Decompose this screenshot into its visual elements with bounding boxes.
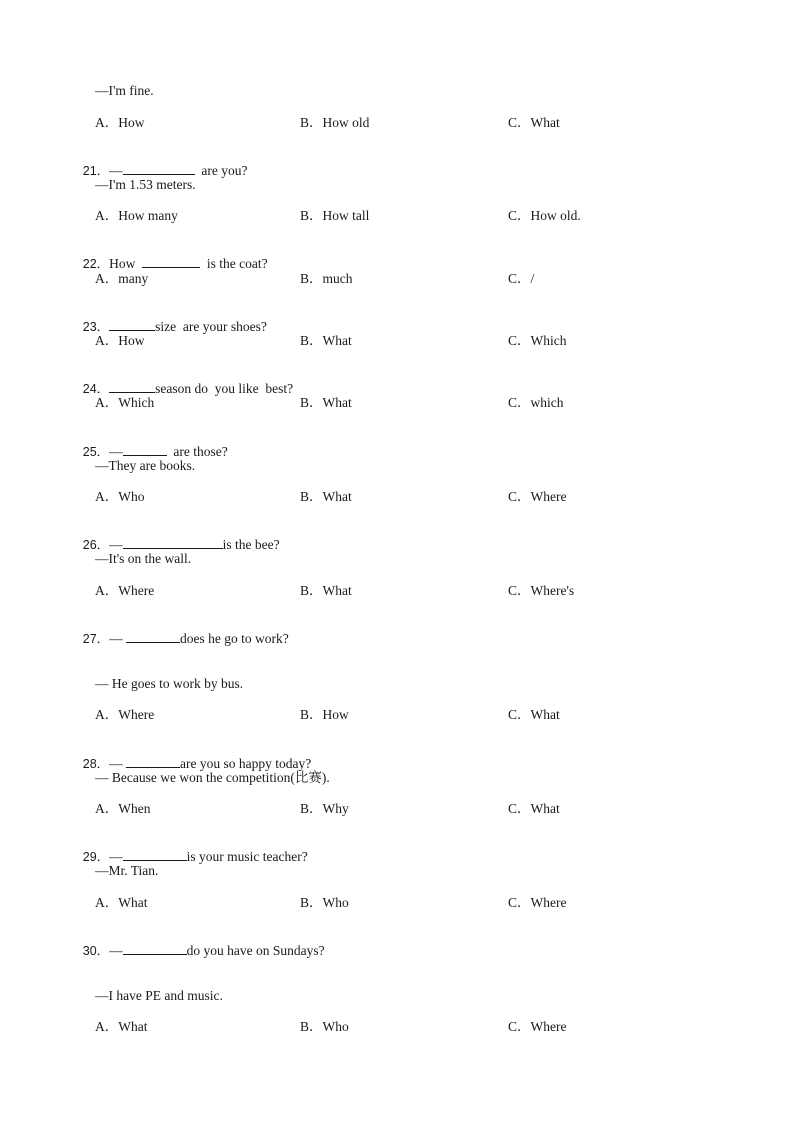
question-25 (76, 427, 228, 460)
answer-blank[interactable] (123, 536, 223, 549)
question-number: 26． (82, 538, 110, 552)
answer-line: —I have PE and music. (95, 988, 223, 1003)
option-b[interactable]: B．What (300, 583, 352, 598)
option-c[interactable]: C．Where's (508, 583, 575, 598)
question-prefix: — (109, 943, 123, 958)
question-text: does he go to work? (180, 631, 289, 646)
question-number: 30． (82, 944, 110, 958)
answer-line: —I'm 1.53 meters. (95, 177, 196, 192)
answer-blank[interactable] (126, 630, 180, 643)
option-b[interactable]: B．Who (300, 1019, 349, 1034)
option-c[interactable]: C．How old. (508, 208, 581, 223)
option-b[interactable]: B．What (300, 333, 352, 348)
answer-line: — Because we won the competition(比赛). (95, 770, 330, 785)
answer-line: —Mr. Tian. (95, 863, 159, 878)
option-c[interactable]: C．which (508, 395, 564, 410)
question-prefix: — (109, 849, 123, 864)
question-text: are you? (194, 163, 248, 178)
question-prefix: — (109, 444, 123, 459)
answer-line: —They are books. (95, 458, 196, 473)
option-a[interactable]: A．Where (95, 583, 155, 598)
option-c[interactable]: C．Where (508, 489, 567, 504)
option-a[interactable]: A．How (95, 333, 145, 348)
answer-line: —I'm fine. (95, 83, 154, 98)
question-prefix: How (109, 256, 143, 271)
option-a[interactable]: A．How (95, 115, 145, 130)
option-a[interactable]: A．What (95, 895, 148, 910)
question-number: 29． (82, 850, 110, 864)
question-30 (76, 926, 325, 959)
answer-blank[interactable] (123, 942, 187, 955)
option-a[interactable]: A．Who (95, 489, 145, 504)
answer-blank[interactable] (123, 848, 187, 861)
option-b[interactable]: B．What (300, 395, 352, 410)
option-c[interactable]: C．Where (508, 895, 567, 910)
question-prefix: — (109, 537, 123, 552)
option-c[interactable]: C．What (508, 115, 560, 130)
question-number: 22． (82, 257, 110, 271)
question-text: is the coat? (200, 256, 268, 271)
answer-blank[interactable] (109, 318, 155, 331)
answer-blank[interactable] (123, 162, 195, 175)
option-c[interactable]: C．Where (508, 1019, 567, 1034)
question-number: 21． (82, 164, 110, 178)
answer-blank[interactable] (109, 380, 155, 393)
question-prefix: — (109, 756, 127, 771)
option-a[interactable]: A．many (95, 271, 149, 286)
question-text: do you have on Sundays? (186, 943, 325, 958)
option-c[interactable]: C．What (508, 801, 560, 816)
question-prefix: — (109, 631, 127, 646)
question-number: 27． (82, 632, 110, 646)
question-text: size are your shoes? (155, 319, 267, 334)
option-c[interactable]: C．/ (508, 271, 535, 286)
option-a[interactable]: A．When (95, 801, 151, 816)
question-text: season do you like best? (155, 381, 294, 396)
question-number: 25． (82, 445, 110, 459)
option-b[interactable]: B．much (300, 271, 353, 286)
answer-blank[interactable] (126, 755, 180, 768)
question-number: 23． (82, 320, 110, 334)
answer-blank[interactable] (123, 443, 167, 456)
option-b[interactable]: B．How (300, 707, 349, 722)
option-b[interactable]: B．How old (300, 115, 370, 130)
question-number: 28． (82, 757, 110, 771)
answer-line: — He goes to work by bus. (95, 676, 244, 691)
question-28 (76, 739, 311, 772)
question-24 (76, 364, 293, 397)
option-b[interactable]: B．How tall (300, 208, 370, 223)
option-b[interactable]: B．Why (300, 801, 349, 816)
question-26 (76, 520, 280, 553)
question-text: is your music teacher? (186, 849, 308, 864)
answer-blank[interactable] (142, 255, 200, 268)
question-27 (76, 614, 289, 647)
question-text: is the bee? (222, 537, 280, 552)
option-c[interactable]: C．Which (508, 333, 567, 348)
question-22 (76, 239, 268, 272)
answer-line: —It's on the wall. (95, 551, 192, 566)
option-a[interactable]: A．What (95, 1019, 148, 1034)
question-prefix: — (109, 163, 123, 178)
option-a[interactable]: A．How many (95, 208, 178, 223)
option-b[interactable]: B．Who (300, 895, 349, 910)
question-text: are those? (166, 444, 228, 459)
question-23 (76, 302, 267, 335)
option-a[interactable]: A．Which (95, 395, 155, 410)
question-21 (76, 146, 248, 179)
option-a[interactable]: A．Where (95, 707, 155, 722)
option-b[interactable]: B．What (300, 489, 352, 504)
question-number: 24． (82, 382, 110, 396)
question-text: are you so happy today? (180, 756, 312, 771)
question-29 (76, 832, 308, 865)
option-c[interactable]: C．What (508, 707, 560, 722)
